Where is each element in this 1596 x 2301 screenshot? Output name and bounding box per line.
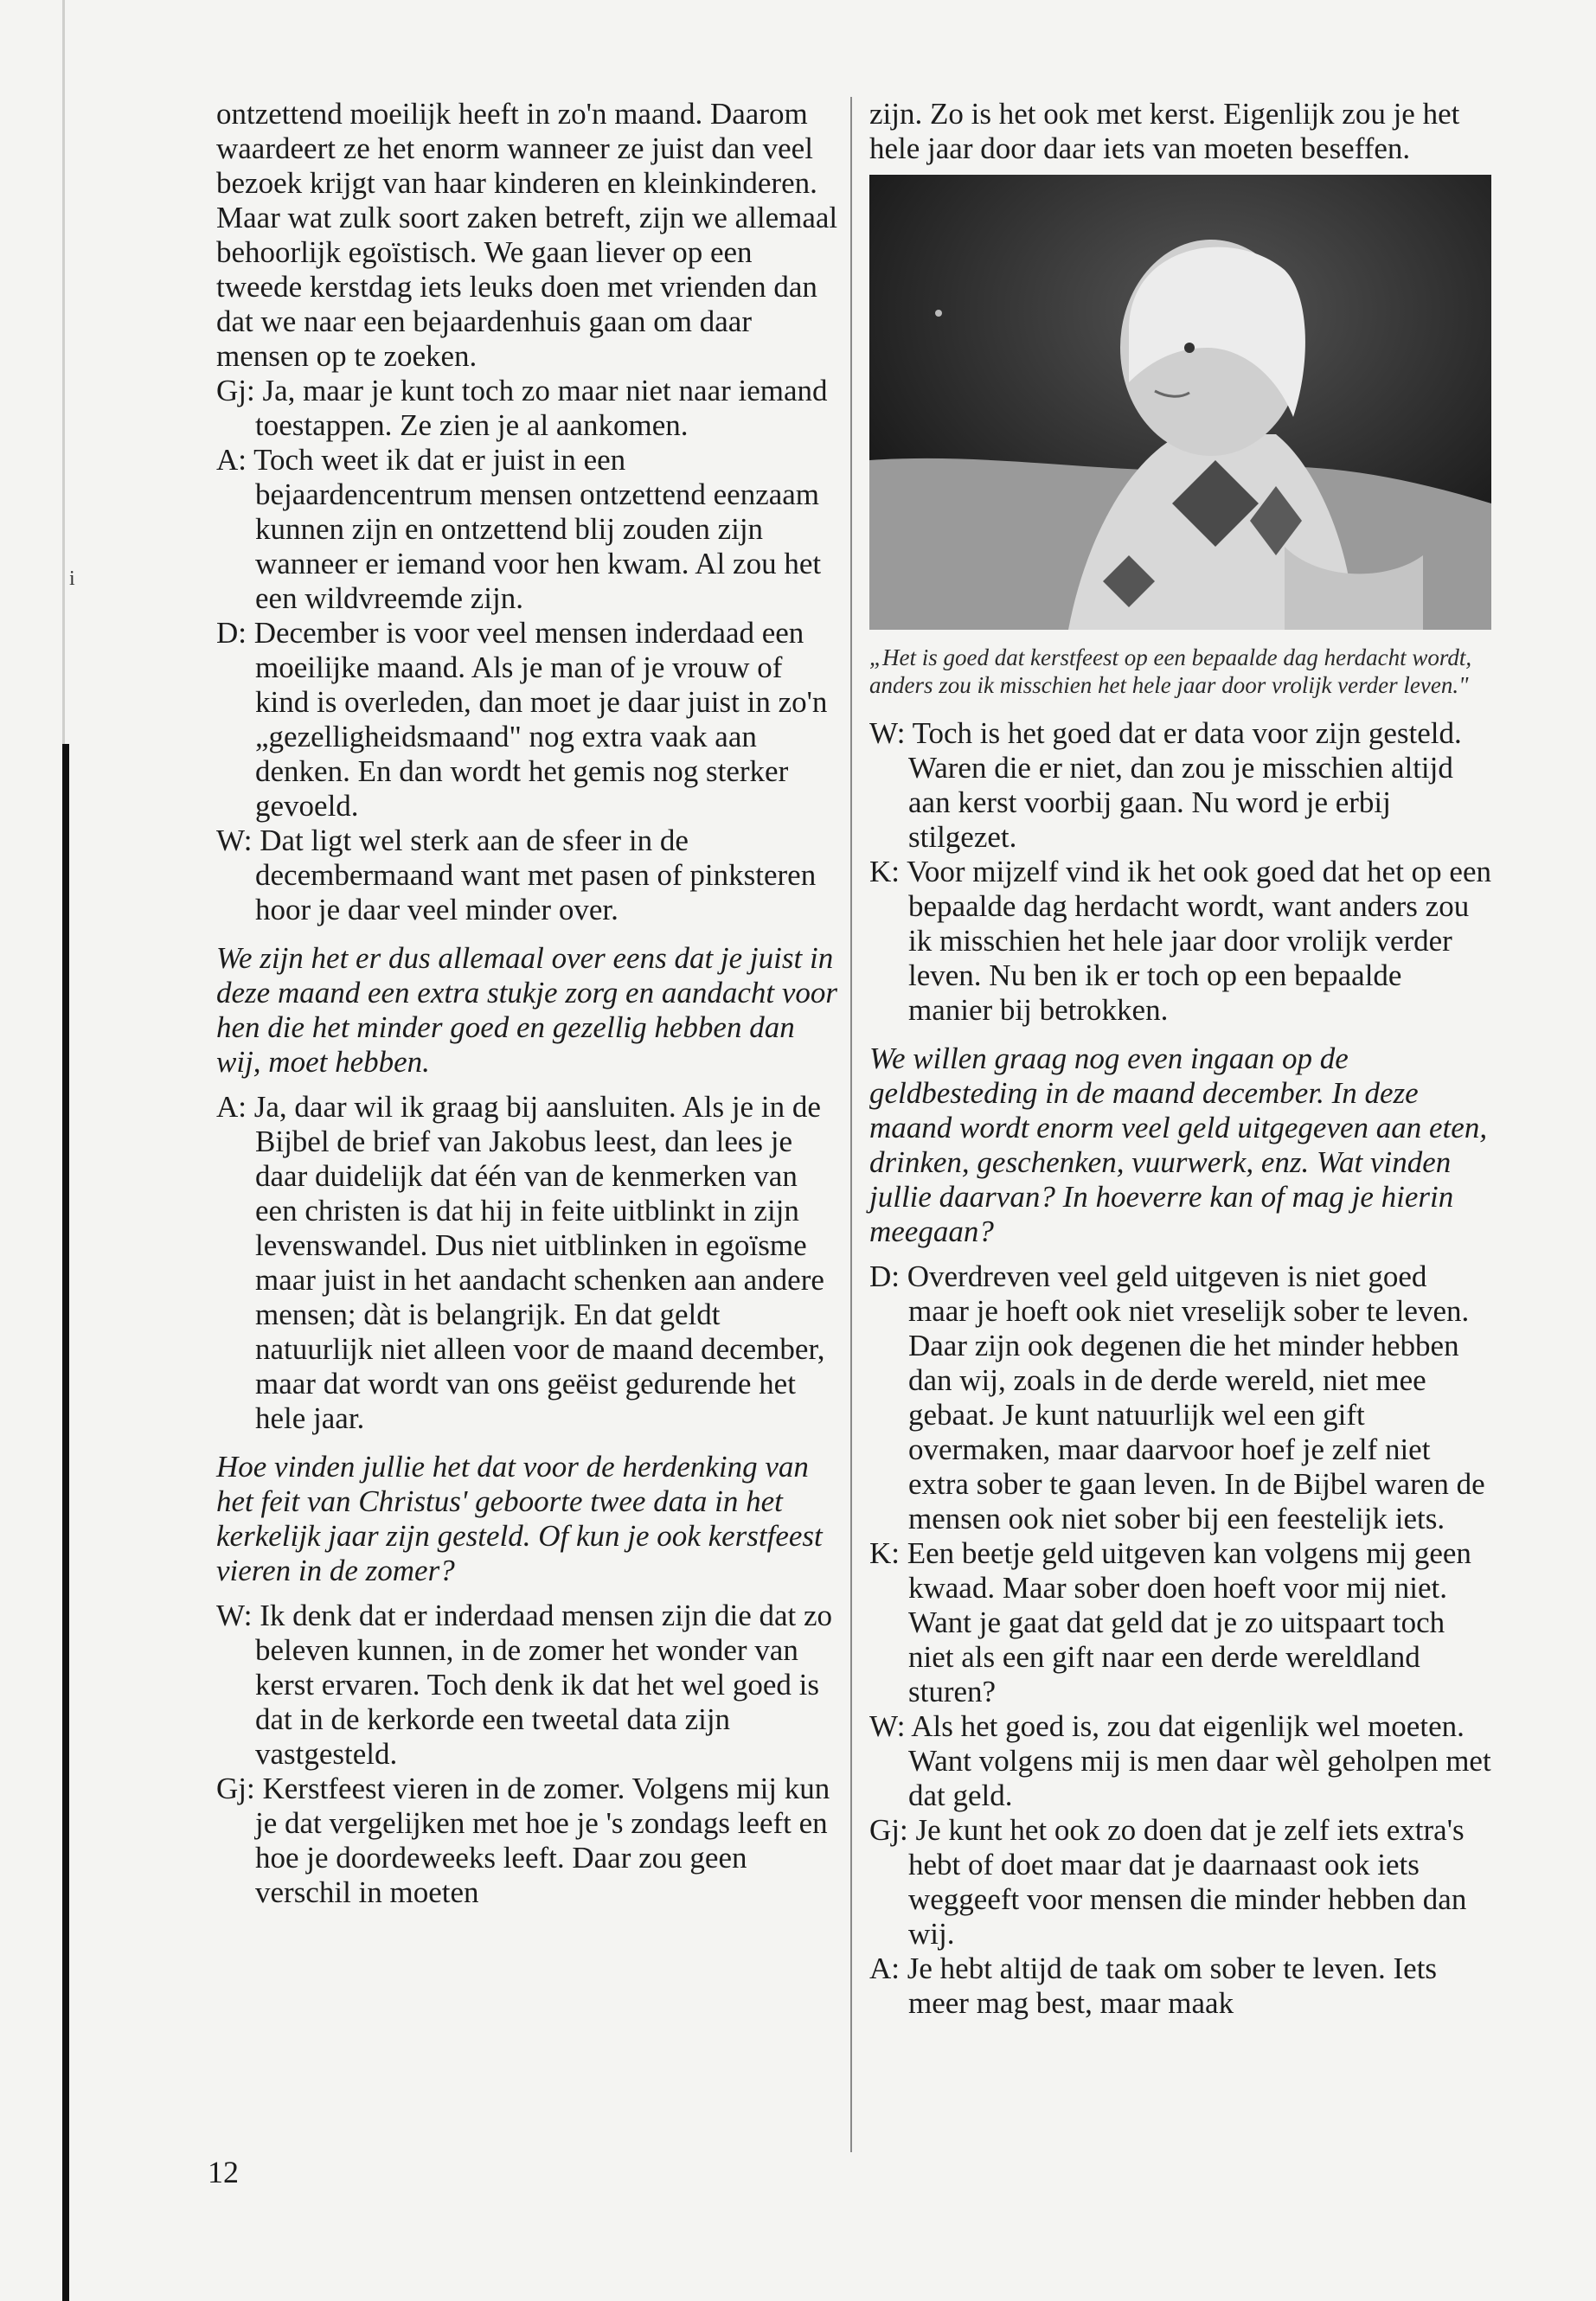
- photo-caption: „Het is goed dat kerstfeest op een bepaalde dag herdacht wordt, anders zou ik misschien het hele jaar door vrolijk verder leven.": [869, 644, 1472, 698]
- speaker-line: W: Dat ligt wel sterk aan de sfeer in de decembermaand want met pasen of pinksteren hoor je daar veel minder over.: [216, 824, 817, 926]
- column-rule: [850, 97, 852, 2152]
- speaker-line: A: Toch weet ik dat er juist in een bejaardencentrum mensen ontzettend eenzaam kunnen zijn en ontzettend blij zouden zijn wanneer er iemand voor hen kwam. Al zou het een wildvreemde zijn.: [216, 443, 822, 615]
- speaker-line: D: Overdreven veel geld uitgeven is niet goed maar je hoeft ook niet vreselijk sober te leven. Daar zijn ook degenen die het minder hebben dan wij, zoals in de derde wereld, niet mee gebaat. Je kunt natuurlijk wel een gift overmaken, maar daarvoor hoef je zelf niet extra sober te gaan leven. In de Bijbel waren de mensen ook niet sober bij een feestelijk iets.: [869, 1259, 1485, 1535]
- speaker-line: Gj: Ja, maar je kunt toch zo maar niet naar iemand toestappen. Ze zien je al aankomen.: [216, 374, 828, 442]
- interviewer-question: We zijn het er dus allemaal over eens dat je juist in deze maand een extra stukje zorg en aandacht voor hen die het minder goed en gezellig hebben dan wij, moet hebben.: [216, 941, 837, 1079]
- margin-mark: i: [69, 567, 75, 590]
- paragraph: ontzettend moeilijk heeft in zo'n maand. Daarom waardeert ze het enorm wanneer ze juist dan veel bezoek krijgt van haar kinderen en kleinkinderen. Maar wat zulk soort zaken betreft, zijn we allemaal behoorlijk egoïstisch. We gaan liever op een tweede kerstdag iets leuks doen met vrienden dan dat we naar een bejaardenhuis gaan om daar mensen op te zoeken.: [216, 97, 838, 373]
- right-column: [869, 97, 1492, 2021]
- speaker-line: A: Je hebt altijd de taak om sober te leven. Iets meer mag best, maar maak: [869, 1952, 1438, 2020]
- interviewer-question: Hoe vinden jullie het dat voor de herdenking van het feit van Christus' geboorte twee data in het kerkelijk jaar zijn gesteld. Of kun je ook kerstfeest vieren in de zomer?: [216, 1450, 823, 1587]
- speaker-line: Gj: Je kunt het ook zo doen dat je zelf iets extra's hebt of doet maar dat je daarnaast ook iets weggeeft voor mensen die minder hebben dan wij.: [869, 1813, 1467, 1951]
- photo-girl: [869, 175, 1491, 630]
- interviewer-question: We willen graag nog even ingaan op de geldbesteding in de maand december. In deze maand wordt enorm veel geld uitgegeven aan eten, drinken, geschenken, vuurwerk, enz. Wat vinden jullie daarvan? In hoeverre kan of mag je hierin meegaan?: [869, 1042, 1488, 1248]
- speaker-line: D: December is voor veel mensen inderdaad een moeilijke maand. Als je man of je vrouw of kind is overleden, dan moet je daar juist in zo'n „gezelligheidsmaand" nog extra vaak aan denken. En dan wordt het gemis nog sterker gevoeld.: [216, 616, 828, 823]
- speaker-line: K: Een beetje geld uitgeven kan volgens mij geen kwaad. Maar sober doen hoeft voor mij niet. Want je gaat dat geld dat je zo uitspaart toch niet als een gift naar een derde wereldland sturen?: [869, 1536, 1471, 1708]
- speaker-line: K: Voor mijzelf vind ik het ook goed dat het op een bepaalde dag herdacht wordt, want anders zou ik misschien het hele jaar door vrolijk verder leven. Nu ben ik er toch op een bepaalde manier bij betrokken.: [869, 855, 1491, 1027]
- speaker-line: Gj: Kerstfeest vieren in de zomer. Volgens mij kun je dat vergelijken met hoe je 's zondags leeft en hoe je doordeweeks leeft. Daar zou geen verschil in moeten: [216, 1772, 830, 1909]
- speaker-line: W: Toch is het goed dat er data voor zijn gesteld. Waren die er niet, dan zou je misschien altijd aan kerst voorbij gaan. Nu word je erbij stilgezet.: [869, 716, 1462, 854]
- speaker-line: W: Ik denk dat er inderdaad mensen zijn die dat zo beleven kunnen, in de zomer het wonder van kerst ervaren. Toch denk ik dat het wel goed is dat in de kerkorde een tweetal data zijn vastgesteld.: [216, 1599, 833, 1771]
- speaker-line: W: Als het goed is, zou dat eigenlijk wel moeten. Want volgens mij is men daar wèl geholpen met dat geld.: [869, 1709, 1491, 1812]
- scan-edge: [62, 744, 69, 2301]
- page-number: 12: [208, 2155, 239, 2189]
- speaker-line: A: Ja, daar wil ik graag bij aansluiten. Als je in de Bijbel de brief van Jakobus leest, dan lees je daar duidelijk dat één van de kenmerken van een christen is dat hij in feite uitblinkt in zijn levenswandel. Dus niet uitblinken in egoïsme maar juist in het aandacht schenken aan andere mensen; dàt is belangrijk. En dat geldt natuurlijk niet alleen voor de maand december, maar dat wordt van ons geëist gedurende het hele jaar.: [216, 1090, 825, 1435]
- scan-edge-top: [62, 0, 65, 744]
- paragraph: zijn. Zo is het ook met kerst. Eigenlijk zou je het hele jaar door daar iets van moeten beseffen.: [869, 97, 1460, 165]
- left-column: [216, 97, 839, 1910]
